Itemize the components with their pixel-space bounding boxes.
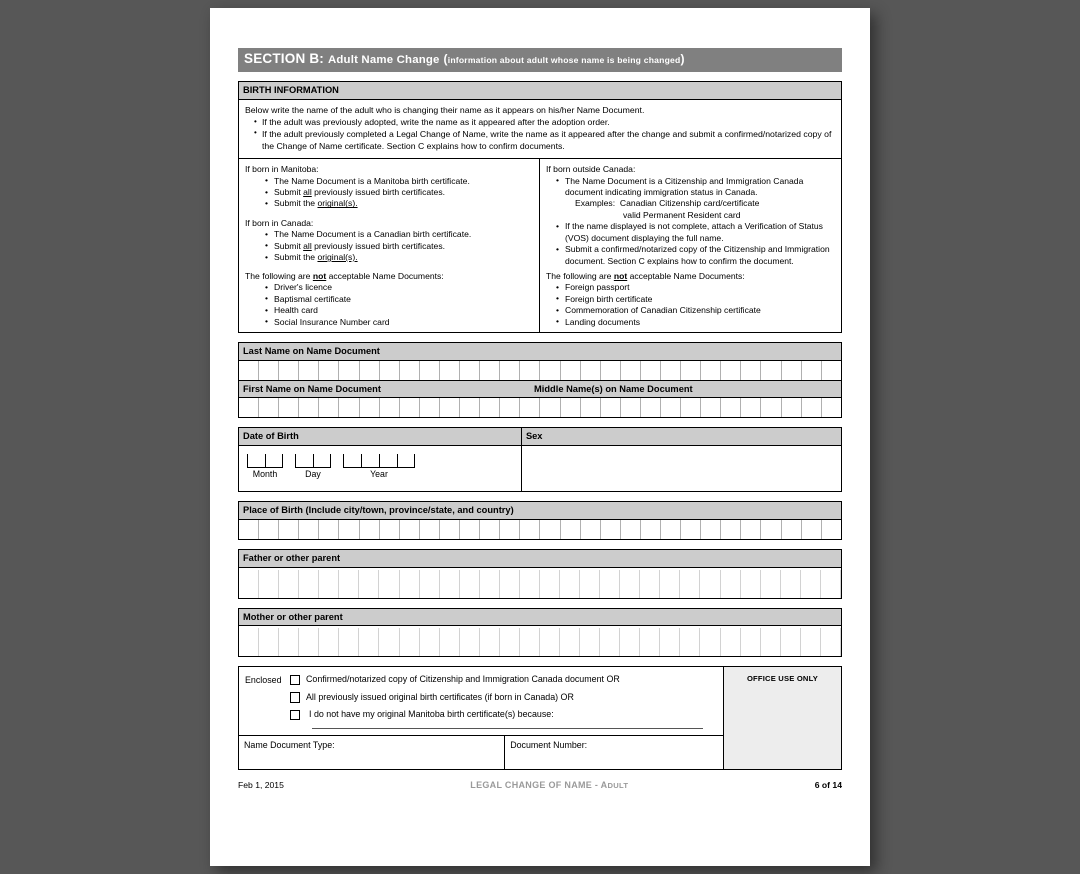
footer-date: Feb 1, 2015 [238, 780, 284, 791]
first-middle-name-input[interactable] [239, 398, 841, 417]
enclosed-options [290, 674, 715, 731]
intro-bullet-list [245, 117, 835, 152]
dob-month-input[interactable] [247, 454, 283, 468]
born-outside-canada-list [546, 176, 835, 267]
rule-item-text: The Name Document is a Citizenship and Immigration Canada document indicating immigration status in Canada. [565, 175, 804, 197]
rule-item: • The Name Document is a Manitoba birth certificate. [265, 176, 533, 187]
dob-year-group [343, 454, 415, 479]
mother-name-input[interactable] [239, 628, 841, 656]
rules-spacer [245, 210, 533, 218]
birth-information-intro [239, 100, 841, 159]
name-on-document-block [238, 342, 842, 418]
intro-bullet-item: • If the adult previously completed a Legal Change of Name, write the name as it appeared after the change and submit a confirmed/notarized copy of the Change of Name certificate. Section C explains how to confirm documents. [254, 129, 835, 152]
born-in-manitoba-heading: If born in Manitoba: [245, 164, 319, 175]
dob-cell [239, 428, 522, 491]
page-footer [238, 780, 842, 790]
first-name-header: First Name on Name Document [243, 383, 381, 394]
example-line-2: valid Permanent Resident card [623, 209, 741, 220]
enclosed-option-label: All previously issued original birth certificates (if born in Canada) OR [306, 691, 574, 702]
reason-write-line[interactable] [312, 727, 703, 729]
intro-lead-text: Below write the name of the adult who is changing their name as it appears on his/her Name Document. [245, 104, 645, 115]
enclosed-checklist [239, 667, 723, 736]
enclosed-option-row[interactable] [290, 674, 715, 685]
dob-day-input[interactable] [295, 454, 331, 468]
example-text: Canadian Citizenship card/certificate [619, 198, 760, 209]
place-of-birth-input[interactable] [239, 520, 841, 539]
name-document-type-label: Name Document Type: [244, 740, 335, 751]
not-acceptable-item: • Health card [265, 305, 533, 316]
enclosed-option-row[interactable] [290, 692, 715, 703]
not-acceptable-item: • Landing documents [556, 317, 835, 328]
enclosed-option-label: Confirmed/notarized copy of Citizenship and Immigration Canada document OR [306, 674, 620, 685]
born-in-canada-heading: If born in Canada: [245, 217, 314, 228]
enclosed-option-row[interactable] [290, 709, 715, 720]
sex-cell [522, 428, 841, 491]
mother-name-row [239, 626, 841, 656]
footer-form-title: LEGAL CHANGE OF NAME - ADULT [470, 780, 629, 791]
not-acceptable-item: • Baptismal certificate [265, 294, 533, 305]
section-b-parenthetical-text: information about adult whose name is being changed [447, 55, 681, 65]
rules-flex-spacer [245, 264, 533, 271]
dob-year-input[interactable] [343, 454, 415, 468]
dob-day-group [295, 454, 331, 479]
not-acceptable-heading-left: The following are not acceptable Name Documents: [245, 270, 444, 281]
document-details-row [239, 736, 723, 769]
document-number-field[interactable] [505, 736, 723, 769]
dob-day-label: Day [305, 469, 321, 480]
form-sheet [238, 48, 842, 790]
examples-label: Examples: [575, 198, 616, 209]
office-use-only-box [723, 666, 842, 770]
born-in-canada-list [245, 229, 533, 263]
rule-item: • Submit a confirmed/notarized copy of the Citizenship and Immigration document. Section C explains how to confirm the document. [556, 244, 835, 267]
not-acceptable-item: • Social Insurance Number card [265, 317, 533, 328]
intro-bullet-item: • If the adult was previously adopted, write the name as it appeared after the adoption order. [254, 117, 835, 129]
name-document-type-field[interactable] [239, 736, 505, 769]
checkbox-icon[interactable] [290, 675, 301, 686]
not-acceptable-item: • Foreign birth certificate [556, 294, 835, 305]
father-header: Father or other parent [239, 550, 841, 568]
enclosed-left-panel [238, 666, 723, 770]
dob-month-label: Month [252, 469, 278, 480]
rule-item: • Submit the original(s). [265, 198, 533, 209]
dob-inputs [239, 446, 521, 491]
birth-information-header: BIRTH INFORMATION [239, 82, 841, 100]
rule-item: • The Name Document is a Canadian birth certificate. [265, 229, 533, 240]
not-acceptable-item: • Foreign passport [556, 282, 835, 293]
rule-item: • If the name displayed is not complete, attach a Verification of Status (VOS) document displaying the full name. [556, 221, 835, 244]
checkbox-icon[interactable] [290, 710, 301, 721]
last-name-header: Last Name on Name Document [239, 343, 841, 361]
footer-page-number: 6 of 14 [814, 780, 842, 791]
rule-item: • Submit the original(s). [265, 252, 533, 263]
name-document-rules [239, 158, 841, 332]
enclosed-block [238, 666, 842, 770]
mother-block [238, 608, 842, 658]
place-of-birth-header: Place of Birth (Include city/town, province/state, and country) [239, 502, 841, 520]
not-acceptable-item: • Commemoration of Canadian Citizenship certificate [556, 305, 835, 316]
rule-item [556, 176, 835, 222]
checkbox-icon[interactable] [290, 692, 301, 703]
rules-column-canada [239, 159, 540, 332]
first-middle-name-header-row [239, 380, 841, 399]
enclosed-label: Enclosed [245, 675, 282, 686]
father-name-input[interactable] [239, 570, 841, 598]
dob-month-group [247, 454, 283, 479]
sex-input[interactable] [522, 446, 841, 491]
dob-year-label: Year [370, 469, 388, 480]
sex-header: Sex [522, 428, 841, 446]
born-in-manitoba-list [245, 176, 533, 210]
dob-sex-block [238, 427, 842, 492]
last-name-input[interactable] [239, 361, 841, 380]
mother-header: Mother or other parent [239, 609, 841, 627]
middle-name-header: Middle Name(s) on Name Document [534, 383, 693, 394]
father-name-row [239, 568, 841, 598]
rules-column-outside-canada [540, 159, 841, 332]
birth-information-box [238, 81, 842, 333]
not-acceptable-item: • Driver's licence [265, 282, 533, 293]
rule-item: • Submit all previously issued birth certificates. [265, 187, 533, 198]
rule-item: • Submit all previously issued birth certificates. [265, 241, 533, 252]
place-of-birth-block [238, 501, 842, 540]
section-b-subtitle: Adult Name Change [327, 54, 440, 66]
dob-sex-row [239, 428, 841, 491]
section-b-label: SECTION B: [244, 51, 325, 66]
not-acceptable-list-left [245, 282, 533, 328]
dob-header: Date of Birth [239, 428, 521, 446]
document-number-label: Document Number: [510, 740, 588, 751]
born-outside-canada-heading: If born outside Canada: [546, 164, 636, 175]
not-acceptable-list-right [546, 282, 835, 328]
document-page [210, 8, 870, 866]
enclosed-option-label: I do not have my original Manitoba birth certificate(s) because: [309, 709, 554, 720]
father-block [238, 549, 842, 599]
examples-line [565, 198, 835, 209]
office-use-only-label: OFFICE USE ONLY [746, 674, 819, 684]
section-b-parenthetical: (information about adult whose name is being changed) [443, 52, 685, 66]
section-b-title-bar [238, 48, 842, 72]
not-acceptable-heading-right: The following are not acceptable Name Documents: [546, 270, 745, 281]
